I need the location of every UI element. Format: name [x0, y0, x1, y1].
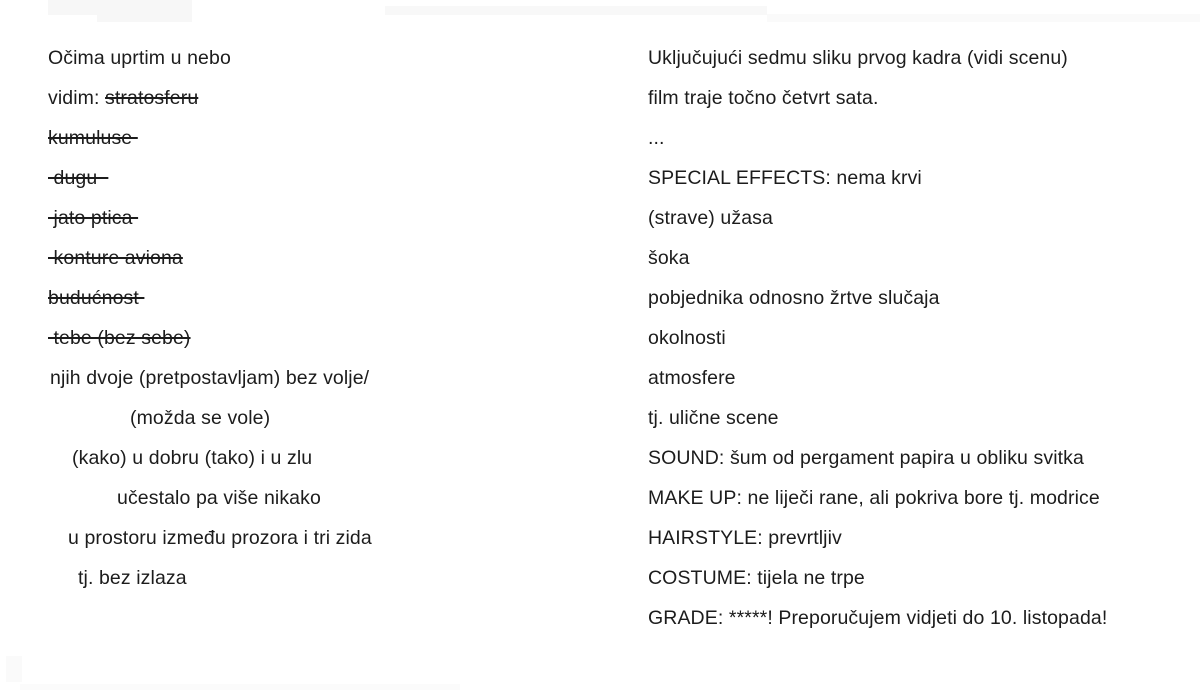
text-segment: SPECIAL EFFECTS: nema krvi — [648, 167, 922, 189]
poem-line — [648, 198, 1200, 238]
text-segment: tj. bez izlaza — [78, 567, 187, 589]
text-segment: šoka — [648, 247, 690, 269]
poem-line — [648, 478, 1200, 518]
poem-line — [48, 398, 608, 438]
poem-line — [48, 158, 608, 198]
scan-artifact — [6, 656, 22, 682]
strikethrough-text: jato ptica — [48, 207, 139, 229]
text-segment: HAIRSTYLE: prevrtljiv — [648, 527, 842, 549]
text-segment: (strave) užasa — [648, 207, 773, 229]
text-segment: GRADE: *****! Preporučujem vidjeti do 10. listopada! — [648, 607, 1108, 629]
poem-line — [648, 38, 1200, 78]
poem-line — [648, 118, 1200, 158]
poem-right-column — [648, 38, 1200, 638]
scan-artifact — [48, 0, 97, 15]
strikethrough-text: kumuluse — [48, 127, 138, 149]
strikethrough-text: konture aviona — [48, 247, 183, 269]
scan-artifact — [767, 14, 1200, 22]
poem-line — [648, 318, 1200, 358]
text-segment: (kako) u dobru (tako) i u zlu — [72, 447, 313, 469]
poem-line — [48, 558, 608, 598]
strikethrough-text: stratosferu — [105, 87, 199, 109]
scan-artifact — [385, 6, 767, 15]
scan-artifact — [97, 0, 192, 22]
text-segment: ... — [648, 127, 665, 149]
poem-line — [48, 518, 608, 558]
poem-line — [648, 278, 1200, 318]
text-segment: (možda se vole) — [130, 407, 271, 429]
text-segment: Uključujući sedmu sliku prvog kadra (vidi scenu) — [648, 47, 1068, 69]
poem-line — [648, 518, 1200, 558]
text-segment: pobjednika odnosno žrtve slučaja — [648, 287, 940, 309]
poem-line — [648, 238, 1200, 278]
text-segment: SOUND: šum od pergament papira u obliku svitka — [648, 447, 1084, 469]
strikethrough-text: dugu — [48, 167, 109, 189]
poem-line — [48, 278, 608, 318]
poem-line — [648, 78, 1200, 118]
strikethrough-text: tebe (bez sebe) — [48, 327, 191, 349]
poem-line — [48, 238, 608, 278]
text-segment: vidim: — [48, 87, 106, 109]
poem-line — [648, 598, 1200, 638]
poem-line — [48, 478, 608, 518]
text-segment: MAKE UP: ne liječi rane, ali pokriva bore tj. modrice — [648, 487, 1100, 509]
text-segment: Očima uprtim u nebo — [48, 47, 231, 69]
poem-line — [48, 118, 608, 158]
poem-left-column — [48, 38, 608, 598]
text-segment: njih dvoje (pretpostavljam) bez volje/ — [50, 367, 370, 389]
poem-line — [648, 398, 1200, 438]
text-segment: atmosfere — [648, 367, 736, 389]
poem-line — [48, 358, 608, 398]
poem-line — [648, 358, 1200, 398]
poem-line — [648, 438, 1200, 478]
poem-line — [48, 38, 608, 78]
poem-line — [648, 158, 1200, 198]
poem-line — [48, 78, 608, 118]
poem-line — [648, 558, 1200, 598]
text-segment: okolnosti — [648, 327, 726, 349]
text-segment: u prostoru između prozora i tri zida — [68, 527, 372, 549]
text-segment: tj. ulične scene — [648, 407, 779, 429]
poem-line — [48, 318, 608, 358]
text-segment: COSTUME: tijela ne trpe — [648, 567, 865, 589]
poem-line — [48, 438, 608, 478]
strikethrough-text: budućnost — [48, 287, 145, 309]
scan-artifact — [20, 684, 460, 690]
text-segment: film traje točno četvrt sata. — [648, 87, 879, 109]
text-segment: učestalo pa više nikako — [117, 487, 321, 509]
poem-line — [48, 198, 608, 238]
